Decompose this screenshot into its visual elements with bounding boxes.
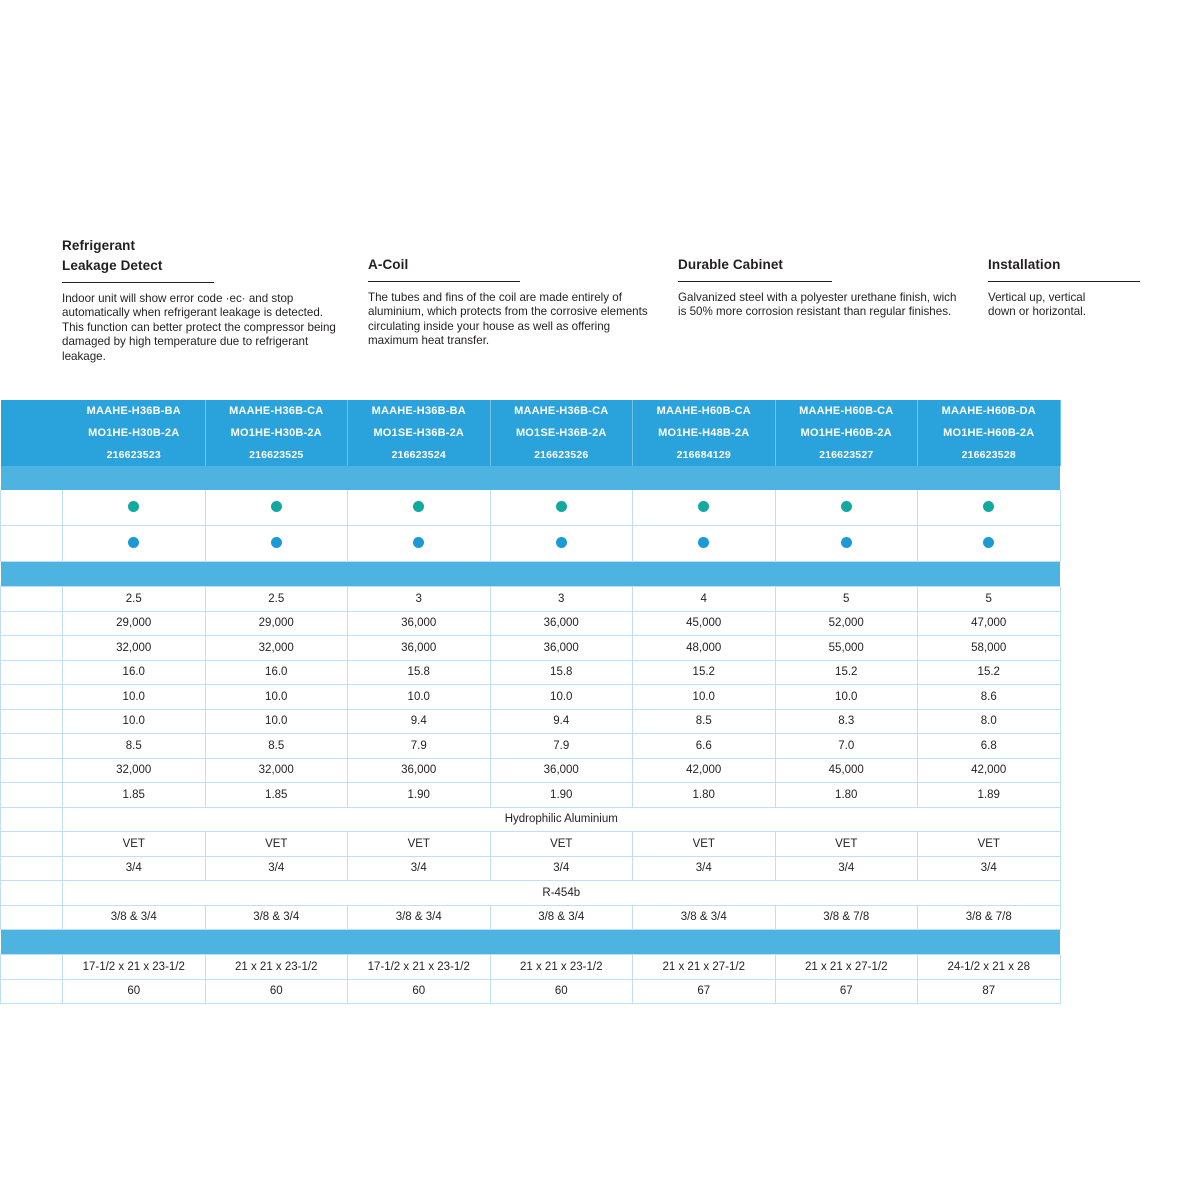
feature-block-installation [988, 236, 1138, 364]
table-cell [63, 490, 206, 526]
table-cell: 15.2 [918, 660, 1061, 685]
table-header-cell: MO1HE-H30B-2A [205, 422, 348, 444]
section-band-cell [1, 562, 1061, 587]
availability-dot-icon [556, 537, 567, 548]
table-cell: 42,000 [633, 758, 776, 783]
table-cell [348, 490, 491, 526]
table-cell: 1.85 [205, 783, 348, 808]
table-header-cell: MAAHE-H36B-BA [63, 400, 206, 422]
feature-divider [62, 282, 214, 283]
table-cell [63, 526, 206, 562]
feature-title [988, 236, 1112, 275]
table-cell: 5 [918, 587, 1061, 612]
table-cell: 29,000 [63, 611, 206, 636]
table-cell: 3/8 & 3/4 [63, 905, 206, 930]
table-cell: 3/4 [490, 856, 633, 881]
table-cell: 3/8 & 3/4 [205, 905, 348, 930]
table-cell: 32,000 [63, 758, 206, 783]
table-cell: VET [490, 832, 633, 857]
table-cell: 15.8 [348, 660, 491, 685]
availability-dot-icon [983, 501, 994, 512]
row-label-cell [1, 783, 63, 808]
feature-title [368, 236, 652, 275]
table-header-cell: MAAHE-H60B-CA [775, 400, 918, 422]
table-cell: 10.0 [205, 709, 348, 734]
table-cell: 17-1/2 x 21 x 23-1/2 [348, 955, 491, 980]
table-cell: 10.0 [205, 685, 348, 710]
table-row [1, 758, 1061, 783]
table-cell [633, 526, 776, 562]
table-cell: 10.0 [63, 685, 206, 710]
table-cell: 3/8 & 7/8 [918, 905, 1061, 930]
table-cell: 9.4 [348, 709, 491, 734]
feature-divider [368, 281, 520, 282]
table-header-cell: MO1HE-H30B-2A [63, 422, 206, 444]
table-cell: 15.2 [633, 660, 776, 685]
table-cell: 6.6 [633, 734, 776, 759]
table-cell: 47,000 [918, 611, 1061, 636]
table-cell: 8.0 [918, 709, 1061, 734]
table-cell: 1.85 [63, 783, 206, 808]
availability-dot-icon [128, 501, 139, 512]
table-cell: 17-1/2 x 21 x 23-1/2 [63, 955, 206, 980]
row-label-cell [1, 734, 63, 759]
table-cell [205, 490, 348, 526]
feature-section [62, 236, 1138, 364]
table-cell: VET [775, 832, 918, 857]
table-cell: 3 [490, 587, 633, 612]
table-cell: 3/8 & 3/4 [633, 905, 776, 930]
table-header-cell: 216623525 [205, 444, 348, 466]
row-label-cell [1, 856, 63, 881]
table-row [1, 734, 1061, 759]
row-label-cell [1, 490, 63, 526]
table-row [1, 685, 1061, 710]
table-cell: 29,000 [205, 611, 348, 636]
table-cell: 36,000 [490, 611, 633, 636]
table-cell: 10.0 [633, 685, 776, 710]
availability-dot-icon [413, 501, 424, 512]
table-row [1, 807, 1061, 832]
table-cell: 32,000 [205, 636, 348, 661]
table-cell: 3/4 [633, 856, 776, 881]
row-label-cell [1, 955, 63, 980]
table-cell: 87 [918, 979, 1061, 1004]
row-label-cell [1, 709, 63, 734]
table-cell: 10.0 [348, 685, 491, 710]
table-cell: 36,000 [348, 611, 491, 636]
table-cell: 1.89 [918, 783, 1061, 808]
availability-dot-icon [841, 537, 852, 548]
table-cell: 2.5 [63, 587, 206, 612]
availability-dot-icon [698, 501, 709, 512]
table-cell: 10.0 [63, 709, 206, 734]
table-header-cell: 216623523 [63, 444, 206, 466]
feature-block-refrigerant-leakage-detect [62, 236, 368, 364]
table-cell: 8.6 [918, 685, 1061, 710]
table-row [1, 979, 1061, 1004]
table-header-cell: 216623524 [348, 444, 491, 466]
table-cell: 60 [63, 979, 206, 1004]
table-cell: 16.0 [63, 660, 206, 685]
table-row [1, 490, 1061, 526]
table-cell: 3/4 [775, 856, 918, 881]
table-cell: 7.0 [775, 734, 918, 759]
table-cell: 2.5 [205, 587, 348, 612]
table-header-cell: MO1SE-H36B-2A [490, 422, 633, 444]
table-cell: 3/8 & 3/4 [490, 905, 633, 930]
feature-title-line1: Refrigerant [62, 238, 136, 253]
table-row [1, 856, 1061, 881]
table-cell: 60 [205, 979, 348, 1004]
feature-title-line2: Leakage Detect [62, 258, 163, 273]
table-cell [205, 526, 348, 562]
table-row [1, 636, 1061, 661]
feature-title [62, 236, 342, 276]
table-header-row [1, 400, 1061, 422]
table-cell [775, 490, 918, 526]
feature-divider [988, 281, 1140, 282]
table-cell: 67 [775, 979, 918, 1004]
table-header-cell: 216623526 [490, 444, 633, 466]
table-cell: 36,000 [490, 636, 633, 661]
table-row [1, 709, 1061, 734]
table-cell-merged: R-454b [63, 881, 1061, 906]
table-cell: 45,000 [633, 611, 776, 636]
row-label-cell [1, 832, 63, 857]
row-label-cell [1, 636, 63, 661]
table-cell: 52,000 [775, 611, 918, 636]
availability-dot-icon [271, 537, 282, 548]
feature-divider [678, 281, 832, 282]
table-cell: 32,000 [63, 636, 206, 661]
table-header-cell: MAAHE-H36B-BA [348, 400, 491, 422]
table-header-cell: MAAHE-H36B-CA [205, 400, 348, 422]
table-cell: 24-1/2 x 21 x 28 [918, 955, 1061, 980]
feature-body: Vertical up, vertical down or horizontal. [988, 291, 1086, 319]
table-cell: VET [348, 832, 491, 857]
table-row [1, 587, 1061, 612]
availability-dot-icon [556, 501, 567, 512]
table-cell: 1.80 [775, 783, 918, 808]
feature-title-line1: Installation [988, 257, 1061, 272]
table-cell: 1.90 [348, 783, 491, 808]
feature-body: Galvanized steel with a polyester urethane finish, wich is 50% more corrosion resistant than regular finishes. [678, 291, 957, 319]
table-cell: 21 x 21 x 23-1/2 [205, 955, 348, 980]
table-row [1, 955, 1061, 980]
availability-dot-icon [841, 501, 852, 512]
table-cell: 21 x 21 x 23-1/2 [490, 955, 633, 980]
row-label-cell [1, 660, 63, 685]
table-cell: 3/4 [348, 856, 491, 881]
feature-body: Indoor unit will show error code ·ec· and stop automatically when refrigerant leakage is detected. This function can better protect the compressor being damaged by high temperature due to refrigerant leakage. [62, 292, 336, 363]
table-cell: 8.3 [775, 709, 918, 734]
table-cell [633, 490, 776, 526]
table-header-cell: 216684129 [633, 444, 776, 466]
availability-dot-icon [128, 537, 139, 548]
table-cell: 9.4 [490, 709, 633, 734]
availability-dot-icon [983, 537, 994, 548]
section-band-cell [1, 930, 1061, 955]
table-row [1, 526, 1061, 562]
table-cell [490, 526, 633, 562]
table-header-cell: MAAHE-H36B-CA [490, 400, 633, 422]
row-label-cell [1, 685, 63, 710]
row-label-cell [1, 881, 63, 906]
section-band-cell [1, 466, 1061, 490]
table-cell [348, 526, 491, 562]
table-section-band [1, 562, 1061, 587]
feature-title-line1: A-Coil [368, 257, 409, 272]
table-cell: 42,000 [918, 758, 1061, 783]
feature-block-a-coil [368, 236, 678, 364]
table-cell: 8.5 [633, 709, 776, 734]
table-cell: 3/8 & 7/8 [775, 905, 918, 930]
table-header-cell: MO1HE-H60B-2A [775, 422, 918, 444]
availability-dot-icon [413, 537, 424, 548]
table-cell [918, 526, 1061, 562]
table-row [1, 783, 1061, 808]
table-cell: 32,000 [205, 758, 348, 783]
table-row [1, 660, 1061, 685]
table-header-cell: MO1HE-H48B-2A [633, 422, 776, 444]
table-cell [490, 490, 633, 526]
table-cell: 36,000 [348, 758, 491, 783]
table-cell: 21 x 21 x 27-1/2 [633, 955, 776, 980]
table-cell: VET [918, 832, 1061, 857]
table-row [1, 611, 1061, 636]
row-label-cell [1, 422, 63, 444]
table-cell: 3/4 [63, 856, 206, 881]
table-cell: 1.80 [633, 783, 776, 808]
table-cell: 16.0 [205, 660, 348, 685]
table-cell: 48,000 [633, 636, 776, 661]
table-cell: 10.0 [775, 685, 918, 710]
row-label-cell [1, 979, 63, 1004]
table-row [1, 832, 1061, 857]
table-cell: 60 [490, 979, 633, 1004]
table-cell: 8.5 [63, 734, 206, 759]
row-label-cell [1, 587, 63, 612]
table-header-row [1, 422, 1061, 444]
row-label-cell [1, 807, 63, 832]
feature-body: The tubes and fins of the coil are made entirely of aluminium, which protects from the corrosive elements circulating inside your house as well as offering maximum heat transfer. [368, 291, 648, 348]
row-label-cell [1, 444, 63, 466]
table-header-cell: MO1HE-H60B-2A [918, 422, 1061, 444]
table-cell: 10.0 [490, 685, 633, 710]
table-cell-merged: Hydrophilic Aluminium [63, 807, 1061, 832]
feature-title-line1: Durable Cabinet [678, 257, 784, 272]
row-label-cell [1, 758, 63, 783]
table-cell: 60 [348, 979, 491, 1004]
table-cell: 7.9 [490, 734, 633, 759]
table-header-cell: MAAHE-H60B-DA [918, 400, 1061, 422]
table-cell: 8.5 [205, 734, 348, 759]
table-cell: 3/4 [205, 856, 348, 881]
table-cell: 58,000 [918, 636, 1061, 661]
table-cell: 67 [633, 979, 776, 1004]
table-cell: 15.8 [490, 660, 633, 685]
table-cell: 3 [348, 587, 491, 612]
table-cell: 6.8 [918, 734, 1061, 759]
table-cell: 55,000 [775, 636, 918, 661]
table-cell: 3/8 & 3/4 [348, 905, 491, 930]
row-label-cell [1, 611, 63, 636]
row-label-cell [1, 400, 63, 422]
table-cell: 21 x 21 x 27-1/2 [775, 955, 918, 980]
table-header-cell: MO1SE-H36B-2A [348, 422, 491, 444]
table-cell: 4 [633, 587, 776, 612]
row-label-cell [1, 526, 63, 562]
table-section-band [1, 930, 1061, 955]
specification-table [0, 400, 1061, 1004]
table-cell: 3/4 [918, 856, 1061, 881]
table-cell [775, 526, 918, 562]
table-cell: VET [205, 832, 348, 857]
table-section-band [1, 466, 1061, 490]
table-row [1, 881, 1061, 906]
table-cell: 15.2 [775, 660, 918, 685]
table-header-cell: 216623528 [918, 444, 1061, 466]
table-cell [918, 490, 1061, 526]
table-header-cell: 216623527 [775, 444, 918, 466]
table-cell: 45,000 [775, 758, 918, 783]
table-cell: 7.9 [348, 734, 491, 759]
feature-title [678, 236, 962, 275]
availability-dot-icon [271, 501, 282, 512]
availability-dot-icon [698, 537, 709, 548]
table-cell: VET [633, 832, 776, 857]
feature-block-durable-cabinet [678, 236, 988, 364]
table-header-cell: MAAHE-H60B-CA [633, 400, 776, 422]
row-label-cell [1, 905, 63, 930]
table-cell: VET [63, 832, 206, 857]
table-row [1, 905, 1061, 930]
table-cell: 36,000 [348, 636, 491, 661]
table-cell: 5 [775, 587, 918, 612]
table-cell: 1.90 [490, 783, 633, 808]
table-header-row [1, 444, 1061, 466]
table-cell: 36,000 [490, 758, 633, 783]
